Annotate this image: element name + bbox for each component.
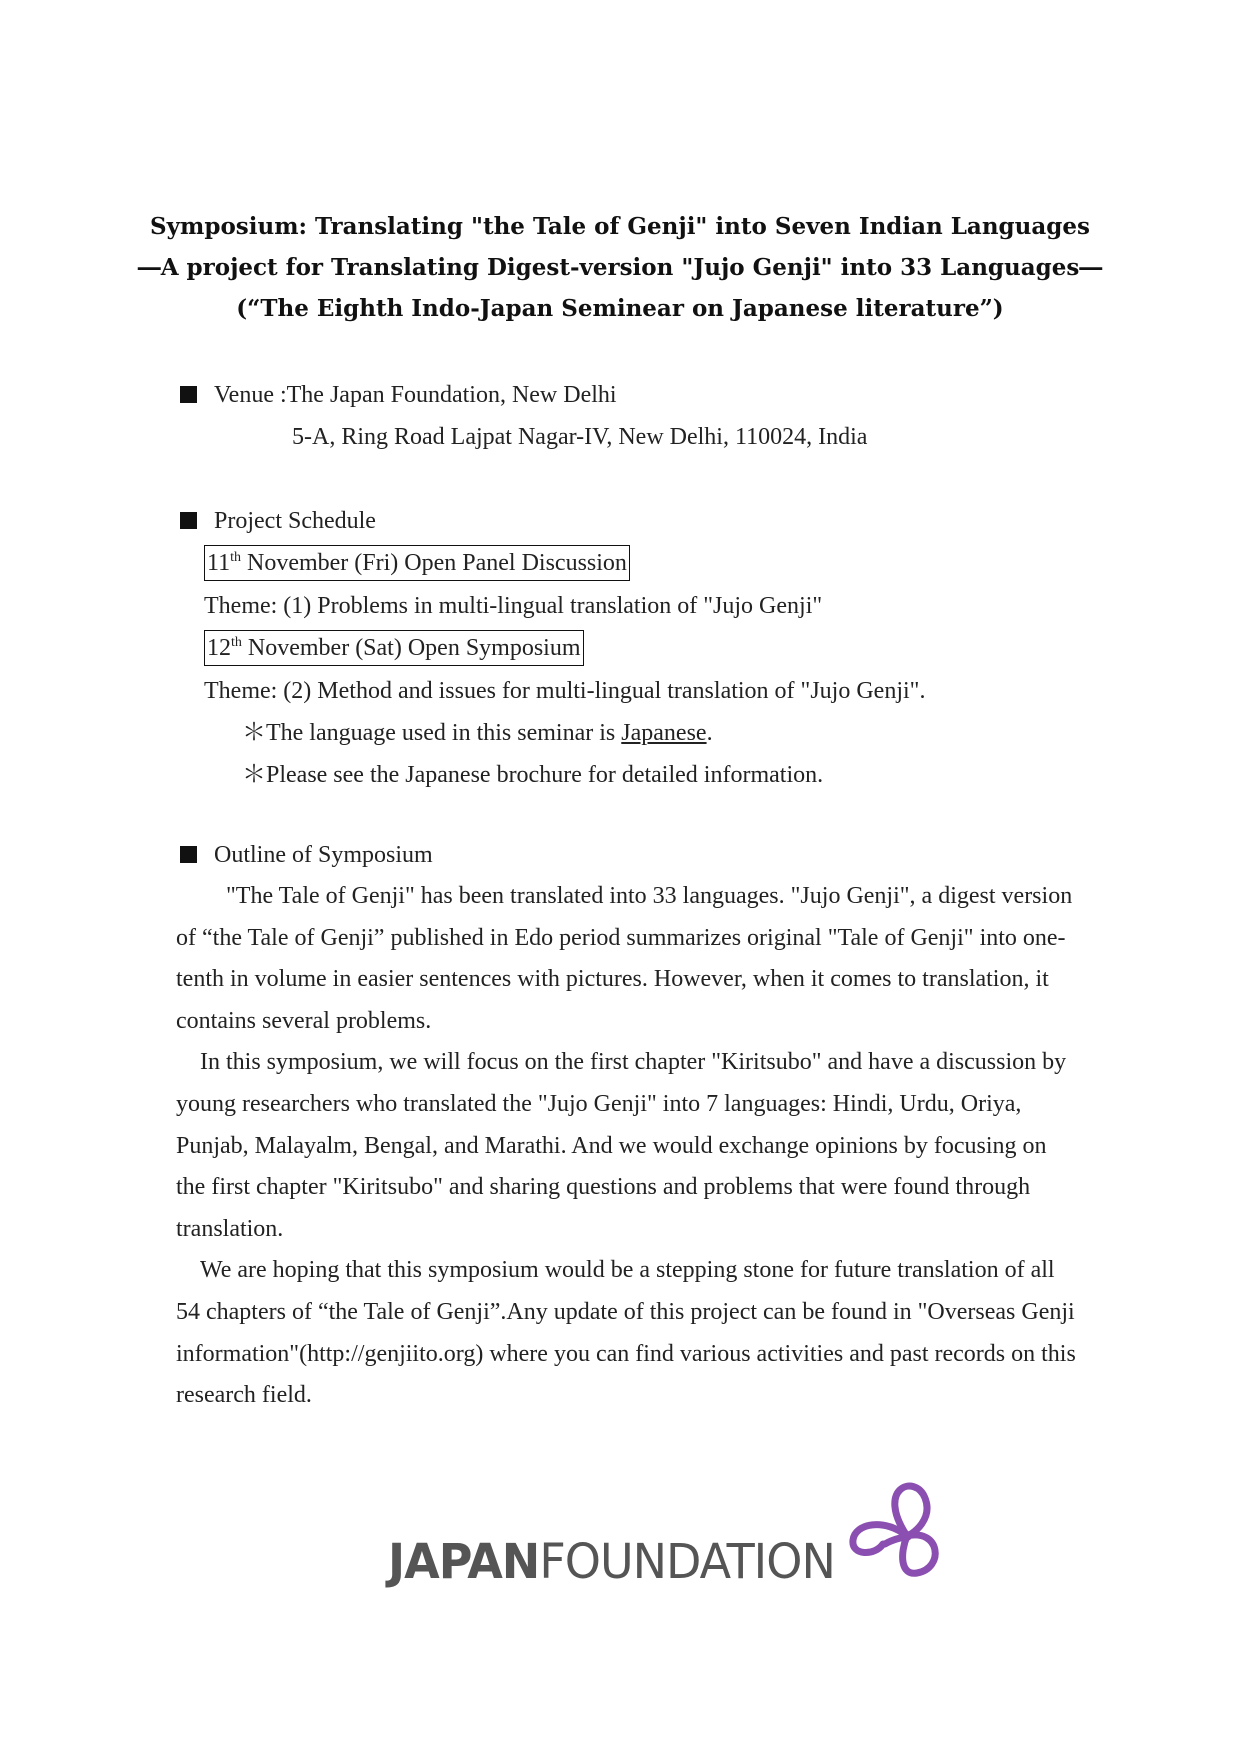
square-bullet-icon <box>180 846 197 863</box>
logo-foundation: FOUNDATION <box>539 1532 835 1590</box>
day2-description: November (Sat) Open Symposium <box>241 635 581 661</box>
venue-row <box>180 374 1080 416</box>
outline-body <box>176 876 1076 1417</box>
title-line-2: ―A project for Translating Digest-version "Jujo Genji" into 33 Languages― <box>137 254 1103 281</box>
day1-number: 11 <box>207 550 231 576</box>
brochure-note: ＊Please see the Japanese brochure for detailed information. <box>242 762 824 788</box>
title-line-1: Symposium: Translating "the Tale of Genji" into Seven Indian Languages <box>150 213 1090 240</box>
schedule-theme1: Theme: (1) Problems in multi-lingual translation of "Jujo Genji" <box>204 593 823 619</box>
schedule-heading-row <box>180 500 1080 542</box>
schedule-day2-box <box>204 630 584 666</box>
venue-address: 5-A, Ring Road Lajpat Nagar-IV, New Delhi, 110024, India <box>292 424 868 450</box>
day2-number: 12 <box>207 635 231 661</box>
schedule-day1-row <box>180 542 1080 585</box>
japan-foundation-logo <box>388 1478 945 1590</box>
day2-suffix: th <box>231 635 242 650</box>
outline-heading: Outline of Symposium <box>214 842 433 868</box>
schedule-day2-row <box>180 627 1080 670</box>
venue-section <box>180 374 1080 458</box>
outline-heading-row <box>180 834 1080 876</box>
logo-wordmark <box>388 1532 835 1590</box>
outline-paragraph-2: In this symposium, we will focus on the first chapter "Kiritsubo" and have a discussion by young researchers who translated the "Jujo Genji" into 7 languages: Hindi, Urdu, Oriya, Punjab, Malayalm, Bengal, and Marathi. And we would exchange opinions by focusing on the first chapter "Kiritsubo" and sharing questions and problems that were found through translation. <box>176 1049 1067 1242</box>
language-note-text: ＊The language used in this seminar is <box>242 720 622 746</box>
logo-japan: JAPAN <box>388 1532 540 1590</box>
schedule-section <box>180 500 1080 796</box>
venue-label: Venue :The Japan Foundation, New Delhi <box>214 382 617 408</box>
schedule-theme2: Theme: (2) Method and issues for multi-lingual translation of "Jujo Genji". <box>204 678 926 704</box>
square-bullet-icon <box>180 386 197 403</box>
language-note <box>180 712 1080 754</box>
square-bullet-icon <box>180 512 197 529</box>
language-note-period: . <box>706 720 713 746</box>
day1-description: November (Fri) Open Panel Discussion <box>241 550 627 576</box>
schedule-day1-box <box>204 545 630 581</box>
outline-paragraph-3: We are hoping that this symposium would be a stepping stone for future translation of all 54 chapters of “the Tale of Genji”.Any update of this project can be found in "Overseas Genji information"(http://genjiito.org) where you can find various activities and past records on this research field. <box>176 1257 1076 1409</box>
outline-paragraph-1: "The Tale of Genji" has been translated into 33 languages. "Jujo Genji", a digest version of “the Tale of Genji” published in Edo period summarizes original "Tale of Genji" into one-tenth in volume in easier sentences with pictures. However, when it comes to translation, it contains several problems. <box>176 883 1073 1034</box>
title-line-3: (“The Eighth Indo-Japan Seminear on Japanese literature”) <box>236 295 1004 322</box>
outline-section <box>180 834 1080 876</box>
language-japanese: Japanese <box>621 720 707 746</box>
document-title <box>0 206 1240 329</box>
schedule-heading: Project Schedule <box>214 508 376 534</box>
butterfly-logo-icon <box>845 1478 945 1588</box>
day1-suffix: th <box>230 550 241 565</box>
